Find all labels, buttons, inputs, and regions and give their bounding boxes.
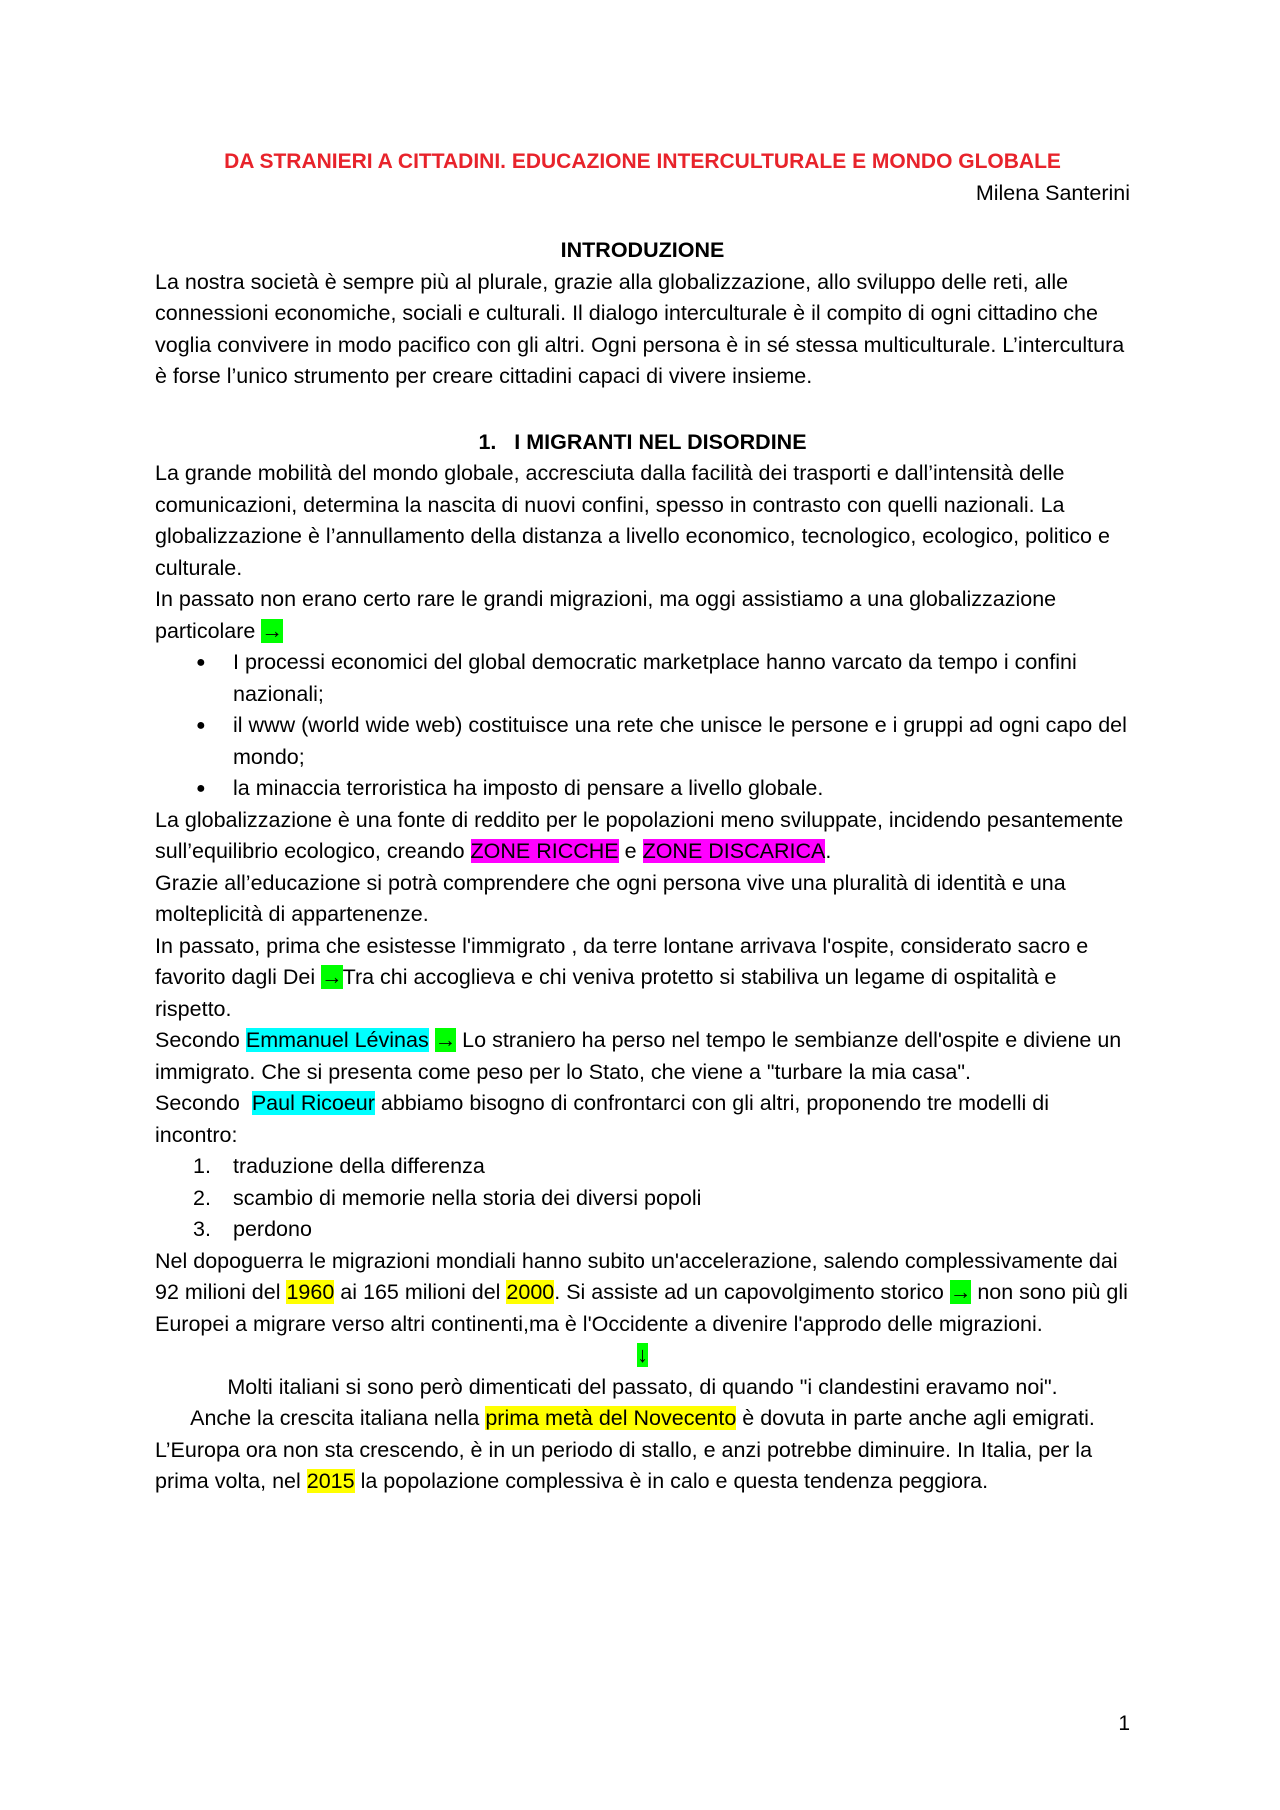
paragraph-levinas-text: Secondo [155,1028,246,1052]
list-item [193,1151,1130,1183]
list-item [196,710,1130,773]
paragraph-levinas [155,1025,1130,1088]
list-number: 2. [193,1185,211,1210]
bullet-list [155,647,1130,805]
paragraph-growth-rest: è dovuta in parte anche agli emigrati. [736,1406,1095,1430]
paragraph-education: Grazie all’educazione si potrà comprendere che ogni persona vive una pluralità di identità e una molteplicità di appartenenze. [155,870,1066,926]
arrow-icon: → [949,1280,972,1304]
paragraph-growth-text: Anche la crescita italiana nella [190,1406,486,1430]
paragraph-income-conj: e [618,839,643,863]
paragraph-postwar-text: Nel dopoguerra le migrazioni mondiali hanno subito un'accelerazione, salendo complessivamente dai 92 milioni del [155,1248,1118,1304]
highlight-year-2015: 2015 [306,1469,355,1493]
highlight-ricoeur: Paul Ricoeur [251,1091,375,1115]
list-number: 3. [193,1217,211,1241]
paragraph-postwar-mid2: . Si assiste ad un capovolgimento storico [554,1280,950,1304]
list-item [196,773,1130,805]
paragraph-past-migrations [155,584,1130,647]
document-title: DA STRANIERI A CITTADINI. EDUCAZIONE INTERCULTURALE E MONDO GLOBALE [224,150,1061,173]
paragraph-guest [155,931,1130,1026]
paragraph-europe-text: L’Europa ora non sta crescendo, è in un periodo di stallo, e anzi potrebbe diminuire. In Italia, per la prima volta, nel [155,1437,1093,1493]
bullet-icon: ● [196,717,206,734]
list-item [193,1214,1130,1246]
list-item-text: scambio di memorie nella storia dei diversi popoli [233,1185,702,1210]
page-number: 1 [1118,1712,1130,1735]
highlight-zone-ricche: ZONE RICCHE [470,839,619,863]
paragraph-income-text: La globalizzazione è una fonte di reddito per le popolazioni meno sviluppate, incidendo pesantemente sull’equilibrio ecologico, creando [155,807,1124,863]
bullet-icon: ● [196,780,206,797]
bullet-icon: ● [196,654,206,671]
paragraph-guest-rest: Tra chi accoglieva e chi veniva protetto si stabiliva un legame di ospitalità e rispetto. [155,965,1057,1021]
paragraph-levinas-rest: Lo straniero ha perso nel tempo le sembianze dell'ospite e diviene un immigrato. Che si presenta come peso per lo Stato, che viene a "turbare la mia casa". [155,1028,1122,1084]
highlight-zone-discarica: ZONE DISCARICA [642,839,826,863]
paragraph-income-end: . [825,839,832,863]
paragraph-europe [155,1435,1130,1498]
numbered-list [155,1151,1130,1246]
paragraph-postwar-mid: ai 165 milioni del [334,1280,507,1304]
paragraph-europe-rest: la popolazione complessiva è in calo e questa tendenza peggiora. [354,1469,989,1493]
paragraph-income [155,805,1130,868]
list-item-text: traduzione della differenza [233,1154,485,1178]
arrow-icon: → [261,618,283,643]
highlight-levinas: Emmanuel Lévinas [245,1028,429,1052]
document-body [155,146,1130,1498]
intro-heading: INTRODUZIONE [560,238,725,262]
intro-paragraph: La nostra società è sempre più al plurale, grazie alla globalizzazione, allo sviluppo delle reti, alle connessioni economiche, sociali e culturali. Il dialogo interculturale è il compito di ogni cittadino che voglia convivere in modo pacifico con gli altri. Ogni persona è in sé stessa multiculturale. L’intercultura è forse l’unico strumento per creare cittadini capaci di vivere insieme. [155,269,1125,388]
highlight-year-1960: 1960 [286,1280,335,1304]
paragraph-guest-text: In passato, prima che esistesse l'immigrato , da terre lontane arrivava l'ospite, considerato sacro e favorito dagli Dei [155,933,1089,989]
list-item-text: I processi economici del global democratic marketplace hanno varcato da tempo i confini nazionali; [233,650,1077,706]
list-item [196,647,1130,710]
document-author: Milena Santerini [975,180,1130,205]
highlight-novecento: prima metà del Novecento [485,1406,737,1430]
paragraph-growth [155,1403,1130,1435]
paragraph-ricoeur [155,1088,1130,1151]
paragraph-postwar-rest: non sono più gli Europei a migrare verso altri continenti,ma è l'Occidente a divenire l'approdo delle migrazioni. [155,1280,1128,1336]
list-item-text: il www (world wide web) costituisce una rete che unisce le persone e i gruppi ad ogni capo del mondo; [233,713,1127,769]
down-arrow-icon: ↓ [637,1343,648,1367]
highlight-year-2000: 2000 [506,1280,555,1304]
paragraph-ricoeur-rest: abbiamo bisogno di confrontarci con gli altri, proponendo tre modelli di incontro: [155,1091,1049,1147]
section-1-heading [155,427,1130,459]
list-item-text: perdono [233,1217,312,1241]
section-1-heading-text: 1. I MIGRANTI NEL DISORDINE [478,429,807,454]
arrow-icon: → [321,965,343,989]
paragraph-past-migrations-text: In passato non erano certo rare le grandi migrazioni, ma oggi assistiamo a una globalizzazione particolare [155,587,1057,643]
list-item [193,1183,1130,1215]
list-number: 1. [193,1154,211,1178]
paragraph-mobility: La grande mobilità del mondo globale, accresciuta dalla facilità dei trasporti e dall’intensità delle comunicazioni, determina la nascita di nuovi confini, spesso in contrasto con quelli nazionali. La globalizzazione è l’annullamento della distanza a livello economico, tecnologico, ecologico, politico e culturale. [155,461,1110,580]
paragraph-italians: Molti italiani si sono però dimenticati del passato, di quando "i clandestini eravamo noi". [227,1374,1058,1399]
paragraph-ricoeur-text: Secondo [155,1091,252,1115]
list-item-text: la minaccia terroristica ha imposto di pensare a livello globale. [233,776,824,800]
arrow-icon: → [434,1028,457,1052]
down-arrow-line [155,1340,1130,1372]
paragraph-postwar [155,1246,1130,1341]
